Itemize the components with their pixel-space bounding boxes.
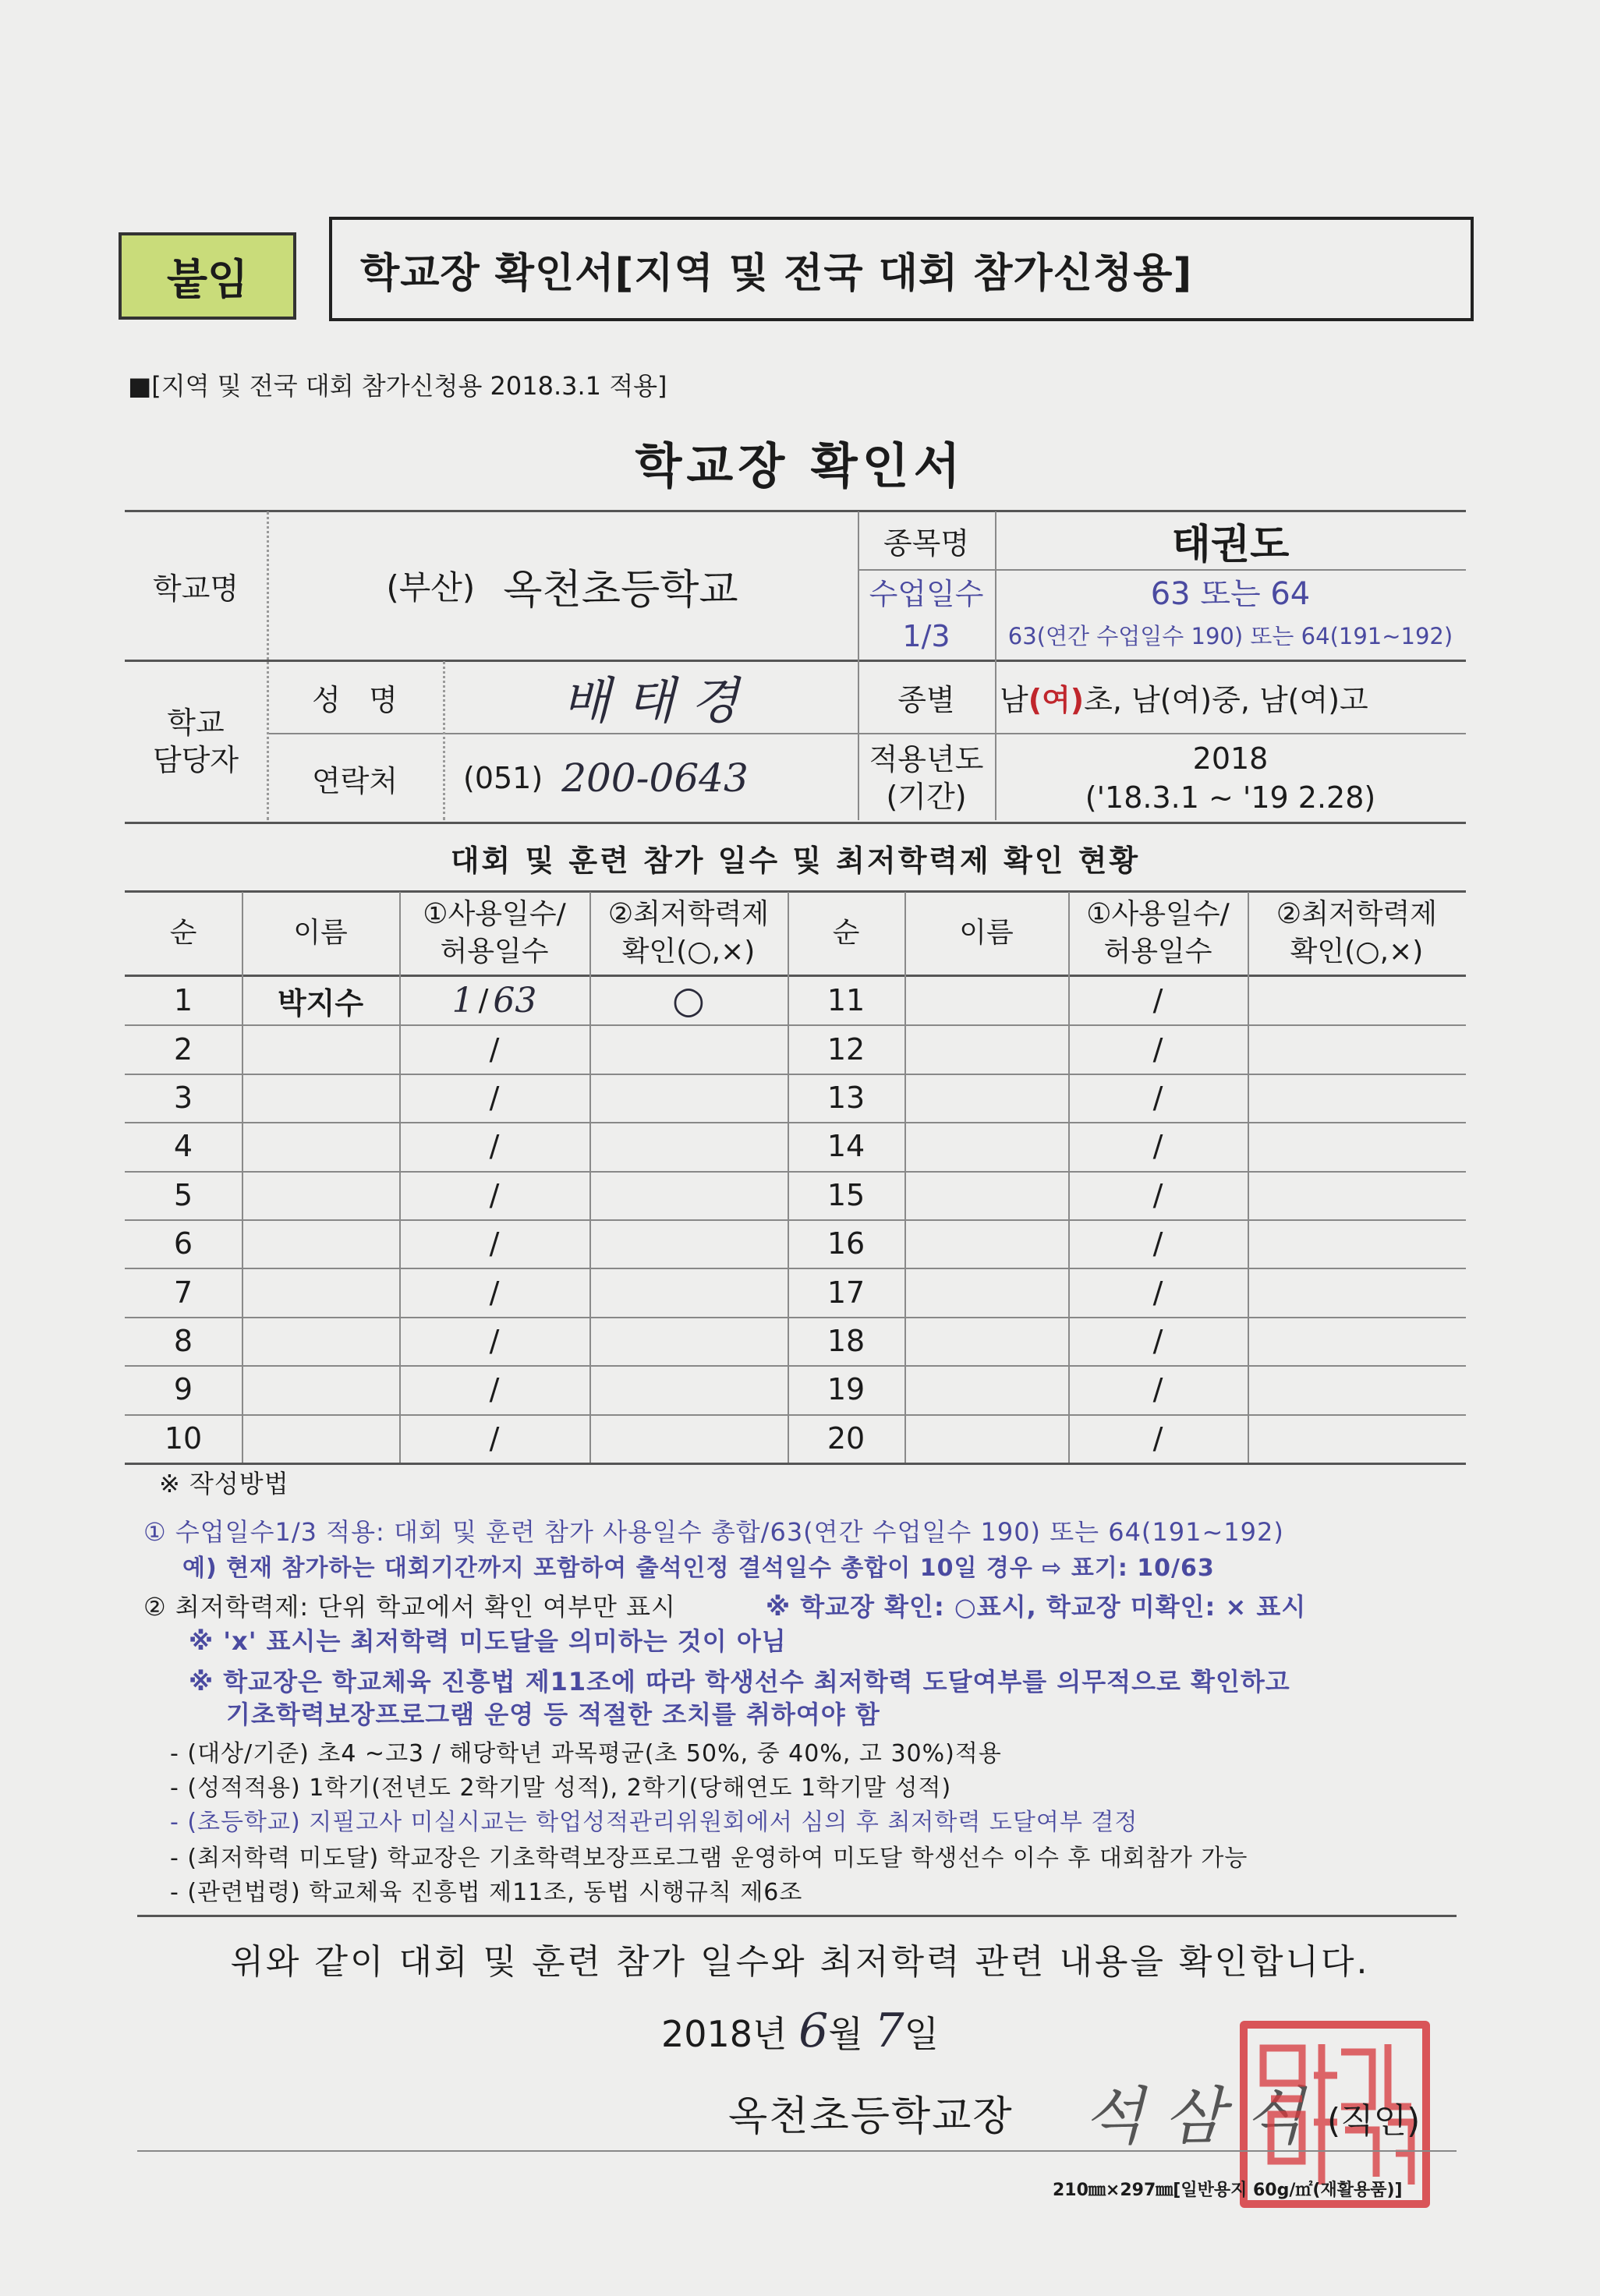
table-row-name bbox=[904, 1122, 1068, 1170]
instruction-line-8: - (성적적용) 1학기(전년도 2학기말 성적), 2학기(당해연도 1학기말 성적) bbox=[170, 1774, 952, 1802]
year-label-line1: 적용년도 bbox=[869, 742, 984, 777]
table-row-check bbox=[1248, 1122, 1466, 1170]
confirmation-divider bbox=[137, 1915, 1457, 1917]
table-row-days bbox=[399, 1268, 589, 1316]
table-row-days: / bbox=[1152, 1177, 1163, 1212]
info-bottom-border bbox=[125, 822, 1466, 824]
table-row-name: 박지수 bbox=[277, 985, 364, 1021]
staff-label-line2: 담당자 bbox=[152, 743, 239, 777]
days-slash: / bbox=[489, 1226, 500, 1261]
year-period: ('18.3.1 ~ '19 2.28) bbox=[1085, 780, 1376, 815]
table-header-no-line: 순 bbox=[832, 917, 860, 949]
table-header-no bbox=[125, 892, 242, 975]
class-days-detail: 63(연간 수업일수 190) 또는 64(191~192) bbox=[1007, 623, 1453, 649]
document-title-box: 학교장 확인서[지역 및 전국 대회 참가신청용] bbox=[329, 217, 1474, 321]
days-allowed: 63 bbox=[493, 980, 537, 1021]
table-header-days bbox=[399, 892, 589, 975]
instruction-line-10: - (최저학력 미도달) 학교장은 기초학력보장프로그램 운영하여 미도달 학생선수 이수 후 대회참가 가능 bbox=[170, 1845, 1248, 1872]
table-row-days bbox=[399, 1122, 589, 1170]
table-row-days: / bbox=[1152, 983, 1163, 1018]
table-row-days bbox=[399, 1317, 589, 1365]
class-days-label-line2: 1/3 bbox=[902, 619, 950, 653]
class-days-label-line1: 수업일수 bbox=[869, 577, 984, 611]
table-row-check bbox=[589, 1365, 788, 1413]
table-row-check bbox=[589, 1171, 788, 1219]
table-row-no: 16 bbox=[827, 1226, 865, 1261]
table-header-check-line: ②최저학력제 bbox=[1276, 898, 1438, 930]
date-month: 6 bbox=[798, 2004, 829, 2058]
table-row-days bbox=[399, 1414, 589, 1463]
gender-part1: 남 bbox=[1000, 682, 1028, 717]
table-row-name bbox=[904, 1365, 1068, 1413]
table-row-no: 7 bbox=[173, 1275, 193, 1310]
table-row-days: / bbox=[1152, 1275, 1163, 1310]
table-row-no: 12 bbox=[827, 1031, 865, 1067]
table-row-name bbox=[242, 1414, 399, 1463]
days-used: 1 bbox=[451, 980, 474, 1021]
staff-label-line1: 학교 bbox=[167, 706, 225, 740]
table-row-days bbox=[399, 1074, 589, 1122]
table-row-days: / bbox=[1152, 1372, 1163, 1407]
table-row-name bbox=[904, 1317, 1068, 1365]
contact-number-handwritten: 200-0643 bbox=[561, 755, 749, 801]
year-label-line2: (기간) bbox=[886, 780, 967, 814]
table-row-check bbox=[1248, 1024, 1466, 1073]
form-title: 학교장 확인서 bbox=[635, 437, 965, 494]
table-row-days: / bbox=[1152, 1031, 1163, 1067]
table-row-days bbox=[399, 1365, 589, 1413]
table-header-name-line: 이름 bbox=[293, 917, 348, 949]
gender-part3: 초, 남(여)중, 남(여)고 bbox=[1084, 682, 1368, 717]
class-days-value bbox=[995, 571, 1466, 660]
table-row-name bbox=[904, 1414, 1068, 1463]
table-row-days: / bbox=[1152, 1080, 1163, 1115]
table-row-check bbox=[589, 1414, 788, 1463]
table-row-no: 1 bbox=[173, 983, 193, 1018]
table-row-days bbox=[399, 1219, 589, 1268]
table-row-name bbox=[242, 1268, 399, 1316]
table-row-check bbox=[589, 1317, 788, 1365]
date-day: 7 bbox=[874, 2004, 904, 2058]
school-region: (부산) bbox=[386, 568, 476, 607]
table-row-check bbox=[1248, 1414, 1466, 1463]
table-row-no: 5 bbox=[173, 1177, 193, 1212]
year-value bbox=[995, 734, 1466, 822]
date-month-unit: 월 bbox=[828, 2013, 863, 2055]
table-row-days bbox=[399, 1171, 589, 1219]
table-row-name bbox=[904, 1171, 1068, 1219]
sport-label: 종목명 bbox=[883, 525, 970, 561]
table-row-no: 11 bbox=[827, 983, 865, 1018]
table-row-days bbox=[399, 1024, 589, 1073]
table-header-no-line: 순 bbox=[169, 917, 197, 949]
table-header-days-line: 허용일수 bbox=[1103, 936, 1212, 968]
table-row-no: 17 bbox=[827, 1275, 865, 1310]
class-days-main: 63 또는 64 bbox=[1150, 576, 1311, 612]
table-row-check bbox=[589, 1219, 788, 1268]
table-header-name bbox=[242, 892, 399, 975]
instruction-line-5: ※ 학교장은 학교체육 진흥법 제11조에 따라 학생선수 최저학력 도달여부를 의무적으로 확인하고 bbox=[189, 1667, 1290, 1696]
days-slash: / bbox=[489, 1129, 500, 1164]
days-slash: / bbox=[489, 1177, 500, 1212]
attachment-tag: 붙임 bbox=[119, 232, 296, 320]
year-main: 2018 bbox=[1192, 741, 1269, 776]
table-row-no: 18 bbox=[827, 1323, 865, 1358]
table-row-no: 20 bbox=[827, 1420, 865, 1456]
table-row-check bbox=[1248, 1268, 1466, 1316]
table-header-days-line: ①사용일수/ bbox=[423, 898, 566, 930]
table-row-days: / bbox=[1152, 1226, 1163, 1261]
table-row-name bbox=[904, 976, 1068, 1024]
contact-field bbox=[443, 734, 878, 822]
table-row-check bbox=[589, 1074, 788, 1122]
instruction-line-4: ※ 'x' 표시는 최저학력 미도달을 의미하는 것이 아님 bbox=[189, 1626, 787, 1656]
table-row-no: 4 bbox=[173, 1129, 193, 1164]
instructions-heading: ※ 작성방법 bbox=[159, 1469, 289, 1498]
table-row-no: 2 bbox=[173, 1031, 193, 1067]
table-row-check bbox=[1248, 1219, 1466, 1268]
table-header-check-line: 확인(○,×) bbox=[1290, 936, 1424, 968]
school-name-field bbox=[267, 511, 858, 660]
table-row-check bbox=[589, 1268, 788, 1316]
year-label bbox=[858, 734, 995, 822]
table-row-check bbox=[1248, 1365, 1466, 1413]
contact-label: 연락처 bbox=[311, 763, 398, 798]
name-label: 성 명 bbox=[312, 682, 398, 717]
table-row-no: 14 bbox=[827, 1129, 865, 1164]
table-row-name bbox=[904, 1268, 1068, 1316]
table-row-no: 3 bbox=[173, 1080, 193, 1115]
table-row-name bbox=[904, 1074, 1068, 1122]
date-year: 2018년 bbox=[660, 2013, 788, 2055]
school-name: 옥천초등학교 bbox=[503, 566, 738, 614]
date-day-unit: 일 bbox=[904, 2013, 939, 2055]
table-row-no: 10 bbox=[164, 1420, 203, 1456]
days-slash: / bbox=[489, 1080, 500, 1115]
table-header-days bbox=[1068, 892, 1248, 975]
table-row-check bbox=[1248, 1171, 1466, 1219]
instruction-line-6: 기초학력보장프로그램 운영 등 적절한 조치를 취하여야 함 bbox=[226, 1700, 880, 1729]
days-slash: / bbox=[489, 1031, 500, 1067]
table-row-check bbox=[1248, 1317, 1466, 1365]
table-bottom-border bbox=[125, 1463, 1466, 1465]
seal-note: (직인) bbox=[1327, 2101, 1421, 2141]
days-slash: / bbox=[489, 1420, 500, 1456]
confirmation-statement: 위와 같이 대회 및 훈련 참가 일수와 최저학력 관련 내용을 확인합니다. bbox=[230, 1942, 1370, 1982]
table-row-check bbox=[1248, 1074, 1466, 1122]
instruction-line-1: ① 수업일수1/3 적용: 대회 및 훈련 참가 사용일수 총합/63(연간 수업일수 190) 또는 64(191~192) bbox=[143, 1517, 1284, 1547]
table-row-name bbox=[242, 1171, 399, 1219]
table-row-check bbox=[1248, 976, 1466, 1024]
instruction-line-2: 예) 현재 참가하는 대회기간까지 포함하여 출석인정 결석일수 총합이 10일 경우 ⇨ 표기: 10/63 bbox=[182, 1555, 1215, 1582]
principal-signature: 석 삼 식 bbox=[1084, 2080, 1304, 2153]
table-row-no: 13 bbox=[827, 1080, 865, 1115]
gender-value bbox=[995, 661, 1471, 733]
table-row-no: 15 bbox=[827, 1177, 865, 1212]
instruction-line-3a: ② 최저학력제: 단위 학교에서 확인 여부만 표시 bbox=[143, 1592, 676, 1622]
gender-selected: (여) bbox=[1028, 682, 1085, 717]
table-row-name bbox=[242, 1024, 399, 1073]
table-row-no: 8 bbox=[173, 1323, 193, 1358]
table-row-days: / bbox=[1152, 1420, 1163, 1456]
instruction-line-9: - (초등학교) 지필고사 미실시교는 학업성적관리위원회에서 심의 후 최저학력 도달여부 결정 bbox=[170, 1809, 1138, 1836]
table-row-check: ○ bbox=[672, 978, 705, 1023]
table-header-check bbox=[1248, 892, 1466, 975]
table-row-check bbox=[589, 1024, 788, 1073]
table-header-check-line: ②최저학력제 bbox=[607, 898, 770, 930]
footer-divider bbox=[137, 2150, 1457, 2152]
days-slash: / bbox=[489, 1372, 500, 1407]
instruction-line-11: - (관련법령) 학교체육 진흥법 제11조, 동법 시행규칙 제6조 bbox=[170, 1879, 803, 1906]
table-header-no bbox=[788, 892, 904, 975]
table-caption: 대회 및 훈련 참가 일수 및 최저학력제 확인 현황 bbox=[450, 843, 1141, 878]
table-row-days: / bbox=[1152, 1129, 1163, 1164]
table-row-days: / bbox=[1152, 1323, 1163, 1358]
days-slash: / bbox=[489, 1323, 500, 1358]
table-row-name bbox=[904, 1024, 1068, 1073]
table-row-name bbox=[904, 1219, 1068, 1268]
table-header-days-line: ①사용일수/ bbox=[1086, 898, 1230, 930]
staff-name-handwritten: 배 태 경 bbox=[561, 673, 739, 731]
table-row-days bbox=[399, 976, 589, 1024]
table-row-no: 9 bbox=[173, 1372, 193, 1407]
table-header-check bbox=[589, 892, 788, 975]
paper-spec-footer: 210㎜×297㎜[일반용지 60g/㎡(재활용품)] bbox=[1053, 2181, 1403, 2200]
contact-area-code: (051) bbox=[463, 761, 543, 795]
table-row-no: 19 bbox=[827, 1372, 865, 1407]
table-row-name bbox=[242, 1074, 399, 1122]
days-slash: / bbox=[489, 1275, 500, 1310]
principal-title: 옥천초등학교장 bbox=[728, 2093, 1014, 2140]
table-header-name bbox=[904, 892, 1068, 975]
class-days-label bbox=[858, 571, 995, 660]
days-slash: / bbox=[478, 983, 489, 1018]
instruction-line-3b: ※ 학교장 확인: ○표시, 학교장 미확인: × 표시 bbox=[766, 1592, 1307, 1622]
table-header-name-line: 이름 bbox=[959, 917, 1014, 949]
staff-label bbox=[125, 661, 267, 822]
table-header-days-line: 허용일수 bbox=[440, 936, 549, 968]
table-row-check bbox=[589, 1122, 788, 1170]
school-label: 학교명 bbox=[152, 571, 239, 606]
instruction-line-7: - (대상/기준) 초4 ~고3 / 해당학년 과목평균(초 50%, 중 40%, 고 30%)적용 bbox=[170, 1740, 1002, 1767]
table-row-name bbox=[242, 1122, 399, 1170]
sport-value: 태권도 bbox=[1171, 521, 1290, 568]
table-row-name bbox=[242, 1219, 399, 1268]
table-row-name bbox=[242, 1317, 399, 1365]
table-header-check-line: 확인(○,×) bbox=[621, 936, 756, 968]
table-row-name bbox=[242, 1365, 399, 1413]
apply-note: ■[지역 및 전국 대회 참가신청용 2018.3.1 적용] bbox=[128, 371, 667, 401]
gender-label: 종별 bbox=[897, 682, 955, 717]
table-row-no: 6 bbox=[173, 1226, 193, 1261]
